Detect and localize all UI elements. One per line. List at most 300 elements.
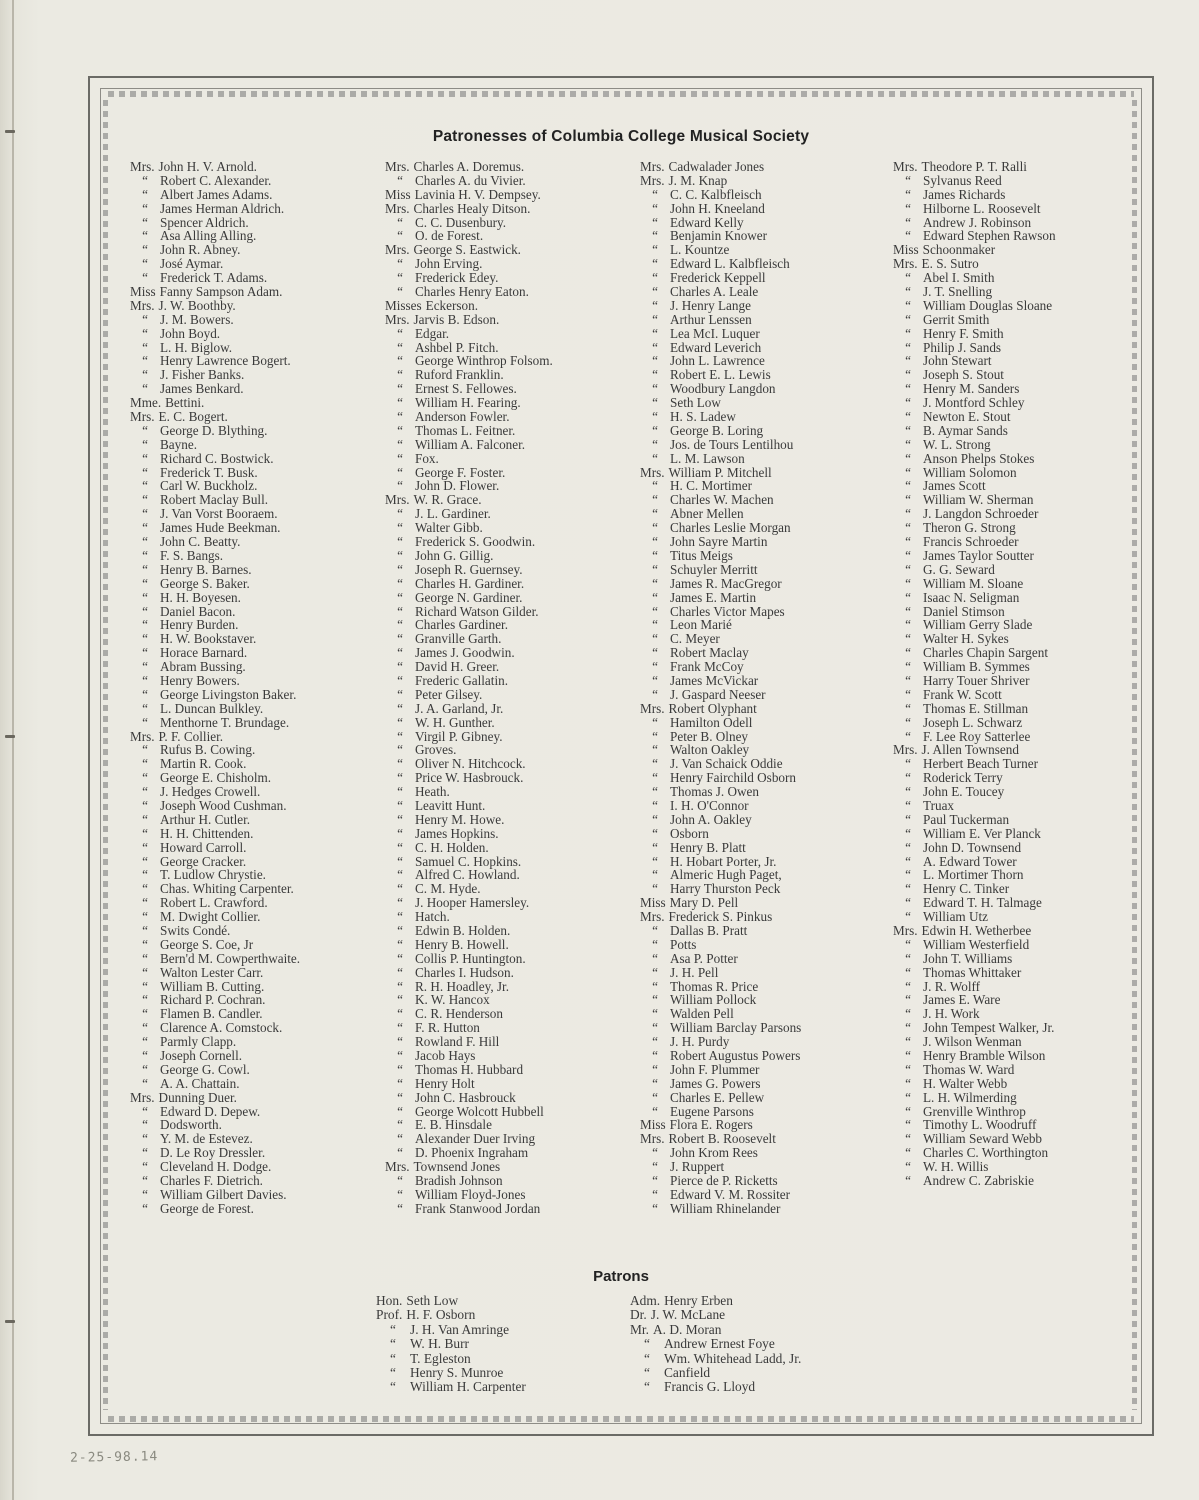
ditto-mark: “ — [397, 1020, 403, 1036]
person-name: J. Allen Townsend — [921, 742, 1019, 758]
person-name: Jacob Hays — [415, 1048, 476, 1063]
ditto-mark: “ — [397, 409, 403, 425]
ditto-mark: “ — [142, 353, 148, 369]
patroness-entry — [893, 1049, 1056, 1063]
ditto-mark: “ — [397, 506, 403, 522]
ditto-mark: “ — [905, 714, 911, 730]
person-name: J. Hedges Crowell. — [160, 784, 261, 800]
patroness-entry — [640, 271, 801, 285]
honorific-prefix: Mrs. — [130, 1089, 155, 1105]
ditto-mark: “ — [142, 936, 148, 952]
patroness-entry — [130, 174, 300, 188]
patroness-entry — [130, 327, 300, 341]
person-name: John D. Flower. — [415, 478, 500, 494]
person-name: Rufus B. Cowing. — [160, 742, 256, 758]
patroness-entry — [130, 479, 300, 493]
person-name: Lavinia H. V. Dempsey. — [414, 186, 541, 202]
ditto-mark: “ — [142, 700, 148, 716]
person-name: Edward Stephen Rawson — [923, 228, 1056, 244]
patroness-entry — [893, 1132, 1056, 1146]
ditto-mark: “ — [142, 464, 148, 480]
ditto-mark: “ — [142, 714, 148, 730]
ditto-mark: “ — [142, 561, 148, 577]
patroness-entry — [130, 605, 300, 619]
ditto-mark: “ — [397, 686, 403, 702]
person-name: J. R. Wolff — [923, 978, 981, 994]
patroness-entry — [640, 618, 801, 632]
honorific-prefix: Miss — [893, 242, 919, 258]
person-name: William Douglas Sloane — [923, 297, 1053, 313]
ditto-mark: “ — [905, 1103, 911, 1119]
ditto-mark: “ — [142, 1020, 148, 1036]
person-name: John E. Toucey — [923, 784, 1005, 800]
ditto-mark: “ — [397, 978, 403, 994]
ditto-mark: “ — [397, 228, 403, 244]
person-name: Fox. — [415, 450, 439, 466]
person-name: Heath. — [415, 784, 450, 800]
patroness-entry — [130, 743, 300, 757]
patroness-entry — [385, 674, 553, 688]
ditto-mark: “ — [397, 464, 403, 480]
ditto-mark: “ — [397, 1006, 403, 1022]
border-ornament-right — [1132, 100, 1137, 1410]
person-name: Edgar. — [415, 325, 450, 341]
person-name: Charles Henry Eaton. — [415, 284, 529, 300]
person-name: Hamilton Odell — [670, 714, 753, 730]
patroness-entry — [385, 952, 553, 966]
ditto-mark: “ — [397, 284, 403, 300]
person-name: Titus Meigs — [670, 547, 733, 563]
person-name: Henry Erben — [664, 1293, 733, 1308]
ditto-mark: “ — [644, 1364, 650, 1380]
patroness-entry — [893, 716, 1056, 730]
person-name: Howard Carroll. — [160, 839, 247, 855]
patroness-entry — [385, 507, 553, 521]
patroness-entry — [130, 591, 300, 605]
person-name: Henry M. Howe. — [415, 811, 505, 827]
person-name: David H. Greer. — [415, 659, 500, 675]
ditto-mark: “ — [905, 1020, 911, 1036]
patroness-entry — [130, 160, 300, 174]
person-name: John Erving. — [415, 256, 483, 272]
patroness-entry — [385, 730, 553, 744]
patroness-entry — [130, 813, 300, 827]
patroness-entry — [385, 1007, 553, 1021]
person-name: Rowland F. Hill — [415, 1034, 500, 1050]
ditto-mark: “ — [905, 506, 911, 522]
ditto-mark: “ — [905, 1117, 911, 1133]
ditto-mark: “ — [397, 784, 403, 800]
ditto-mark: “ — [905, 325, 911, 341]
person-name: Frank Stanwood Jordan — [415, 1200, 541, 1216]
person-name: J. A. Garland, Jr. — [415, 700, 504, 716]
ditto-mark: “ — [652, 978, 658, 994]
person-name: Henry Burden. — [160, 617, 239, 633]
person-name: Menthorne T. Brundage. — [160, 714, 290, 730]
person-name: Jos. de Tours Lentilhou — [670, 436, 794, 452]
person-name: Dodsworth. — [160, 1117, 222, 1133]
person-name: Henry Bramble Wilson — [923, 1048, 1046, 1063]
patroness-entry — [130, 466, 300, 480]
ditto-mark: “ — [397, 797, 403, 813]
patroness-entry — [893, 785, 1056, 799]
ditto-mark: “ — [390, 1350, 396, 1366]
patroness-entry — [893, 855, 1056, 869]
person-name: James McVickar — [670, 672, 759, 688]
patroness-entry — [385, 688, 553, 702]
ditto-mark: “ — [652, 1089, 658, 1105]
patroness-entry — [385, 1202, 553, 1216]
ditto-mark: “ — [142, 964, 148, 980]
person-name: H. H. Boyesen. — [160, 589, 241, 605]
person-name: George Wolcott Hubbell — [415, 1103, 544, 1119]
ditto-mark: “ — [397, 561, 403, 577]
patroness-entry — [130, 702, 300, 716]
ditto-mark: “ — [390, 1379, 396, 1395]
patroness-entry — [893, 1174, 1056, 1188]
person-name: D. Phoenix Ingraham — [415, 1145, 529, 1161]
person-name: William Barclay Parsons — [670, 1020, 802, 1036]
person-name: J. W. McLane — [650, 1307, 726, 1323]
person-name: John G. Gillig. — [415, 547, 494, 563]
person-name: L. Mortimer Thorn — [923, 867, 1024, 883]
ditto-mark: “ — [652, 811, 658, 827]
honorific-prefix: Mrs. — [640, 464, 665, 480]
person-name: Eugene Parsons — [670, 1103, 754, 1119]
person-name: Joseph L. Schwarz — [923, 714, 1023, 730]
person-name: Groves. — [415, 742, 457, 758]
ditto-mark: “ — [397, 1034, 403, 1050]
ditto-mark: “ — [142, 617, 148, 633]
person-name: Dunning Duer. — [158, 1089, 237, 1105]
ditto-mark: “ — [905, 672, 911, 688]
person-name: Charles I. Hudson. — [415, 964, 514, 980]
patroness-entry — [640, 549, 801, 563]
person-name: Frederick S. Pinkus — [668, 909, 773, 925]
person-name: Spencer Aldrich. — [160, 214, 249, 230]
person-name: Robert L. Crawford. — [160, 895, 268, 911]
person-name: Charles C. Worthington — [923, 1145, 1049, 1161]
patroness-entry — [130, 799, 300, 813]
patroness-entry — [130, 716, 300, 730]
patroness-entry — [385, 257, 553, 271]
ditto-mark: “ — [142, 1186, 148, 1202]
patroness-entry — [640, 868, 801, 882]
patroness-entry — [130, 980, 300, 994]
person-name: O. de Forest. — [415, 228, 484, 244]
person-name: C. M. Hyde. — [415, 881, 481, 897]
patroness-entry — [640, 1118, 801, 1132]
patroness-entry — [130, 368, 300, 382]
person-name: James Taylor Soutter — [923, 547, 1034, 563]
person-name: Anson Phelps Stokes — [923, 450, 1035, 466]
person-name: Charles A. Leale — [670, 284, 759, 300]
person-name: Henry S. Munroe — [410, 1364, 504, 1380]
person-name: Chas. Whiting Carpenter. — [160, 881, 294, 897]
person-name: William Pollock — [670, 992, 757, 1008]
ditto-mark: “ — [905, 1061, 911, 1077]
person-name: John Sayre Martin — [670, 534, 768, 550]
person-name: Joseph Cornell. — [160, 1048, 243, 1063]
patroness-entry — [893, 618, 1056, 632]
person-name: James R. MacGregor — [670, 575, 782, 591]
patroness-entry — [130, 1105, 300, 1119]
person-name: John Stewart — [923, 353, 992, 369]
person-name: Joseph R. Guernsey. — [415, 561, 523, 577]
patroness-entry — [893, 1077, 1056, 1091]
patroness-entry — [893, 827, 1056, 841]
ditto-mark: “ — [397, 728, 403, 744]
patroness-entry — [385, 1077, 553, 1091]
patroness-entry — [893, 479, 1056, 493]
person-name: Edwin H. Wetherbee — [921, 922, 1032, 938]
patroness-entry — [893, 271, 1056, 285]
person-name: John F. Plummer — [670, 1061, 760, 1077]
person-name: Walton Lester Carr. — [160, 964, 264, 980]
person-name: Anderson Fowler. — [415, 409, 510, 425]
person-name: Eckerson. — [425, 297, 479, 313]
patroness-entry — [640, 688, 801, 702]
ditto-mark: “ — [397, 1061, 403, 1077]
person-name: George N. Gardiner. — [415, 589, 523, 605]
ditto-mark: “ — [652, 797, 658, 813]
person-name: John H. Kneeland — [670, 200, 765, 216]
patroness-entry — [640, 702, 801, 716]
ditto-mark: “ — [905, 603, 911, 619]
ditto-mark: “ — [652, 617, 658, 633]
patroness-entry — [130, 382, 300, 396]
person-name: George E. Chisholm. — [160, 770, 272, 786]
ditto-mark: “ — [142, 742, 148, 758]
ditto-mark: “ — [905, 200, 911, 216]
ditto-mark: “ — [142, 770, 148, 786]
person-name: Edward Kelly — [670, 214, 744, 230]
ditto-mark: “ — [397, 1200, 403, 1216]
ditto-mark: “ — [905, 214, 911, 230]
patroness-entry — [893, 327, 1056, 341]
person-name: Charles A. Doremus. — [413, 159, 525, 174]
person-name: Daniel Stimson — [923, 603, 1005, 619]
person-name: Sylvanus Reed — [923, 172, 1002, 188]
patroness-entry — [385, 882, 553, 896]
patroness-entry — [640, 993, 801, 1007]
person-name: Thomas H. Hubbard — [415, 1061, 524, 1077]
person-name: H. Walter Webb — [923, 1075, 1008, 1091]
person-name: George S. Coe, Jr — [160, 936, 254, 952]
person-name: Thomas Whittaker — [923, 964, 1022, 980]
person-name: William Gilbert Davies. — [160, 1186, 287, 1202]
patroness-entry — [893, 521, 1056, 535]
patroness-entry — [893, 396, 1056, 410]
person-name: Frederick Keppell — [670, 270, 766, 286]
patroness-entry — [130, 938, 300, 952]
patroness-entry — [640, 980, 801, 994]
ditto-mark: “ — [652, 1186, 658, 1202]
person-name: Asa P. Potter — [670, 950, 738, 966]
ditto-mark: “ — [905, 395, 911, 411]
person-name: Frank McCoy — [670, 659, 744, 675]
ditto-mark: “ — [397, 436, 403, 452]
patroness-entry — [130, 966, 300, 980]
ditto-mark: “ — [905, 797, 911, 813]
person-name: Francis Schroeder — [923, 534, 1019, 550]
ditto-mark: “ — [652, 881, 658, 897]
ditto-mark: “ — [142, 450, 148, 466]
ditto-mark: “ — [652, 381, 658, 397]
patroness-entry — [385, 993, 553, 1007]
patroness-entry — [385, 1091, 553, 1105]
patroness-entry — [385, 757, 553, 771]
person-name: Robert B. Roosevelt — [668, 1131, 776, 1147]
person-name: Frederick T. Adams. — [160, 270, 268, 286]
patroness-entry — [640, 771, 801, 785]
person-name: Newton E. Stout — [923, 409, 1011, 425]
person-name: James Scott — [923, 478, 986, 494]
ditto-mark: “ — [142, 1159, 148, 1175]
person-name: C. C. Kalbfleisch — [670, 186, 762, 202]
patroness-entry — [893, 799, 1056, 813]
ditto-mark: “ — [905, 561, 911, 577]
patroness-entry — [385, 785, 553, 799]
patroness-entry — [640, 1091, 801, 1105]
ditto-mark: “ — [142, 909, 148, 925]
person-name: Henry Bowers. — [160, 672, 240, 688]
patroness-entry — [640, 396, 801, 410]
ditto-mark: “ — [397, 1173, 403, 1189]
patroness-entry — [893, 299, 1056, 313]
ditto-mark: “ — [397, 756, 403, 772]
honorific-prefix: Mrs. — [640, 159, 665, 174]
person-name: Albert James Adams. — [160, 186, 273, 202]
ditto-mark: “ — [905, 770, 911, 786]
patroness-entry — [893, 702, 1056, 716]
person-name: Walton Oakley — [670, 742, 750, 758]
ditto-mark: “ — [142, 589, 148, 605]
ditto-mark: “ — [397, 992, 403, 1008]
patroness-entry — [640, 313, 801, 327]
ditto-mark: “ — [652, 1006, 658, 1022]
person-name: Frederick S. Goodwin. — [415, 534, 536, 550]
patroness-entry — [385, 313, 553, 327]
person-name: Samuel C. Hopkins. — [415, 853, 522, 869]
ditto-mark: “ — [905, 1089, 911, 1105]
person-name: J. L. Gardiner. — [415, 506, 491, 522]
patroness-entry — [385, 549, 553, 563]
patroness-entry — [130, 952, 300, 966]
patroness-entry — [640, 438, 801, 452]
ditto-mark: “ — [652, 297, 658, 313]
patroness-entry — [130, 563, 300, 577]
person-name: George F. Foster. — [415, 464, 506, 480]
person-name: Osborn — [670, 825, 709, 841]
ditto-mark: “ — [652, 1103, 658, 1119]
person-name: Francis G. Lloyd — [664, 1379, 756, 1395]
ditto-mark: “ — [397, 1117, 403, 1133]
ditto-mark: “ — [397, 603, 403, 619]
person-name: Flamen B. Candler. — [160, 1006, 263, 1022]
person-name: William E. Ver Planck — [923, 825, 1041, 841]
ditto-mark: “ — [652, 770, 658, 786]
patroness-column-3 — [640, 160, 801, 1216]
person-name: Richard Watson Gilder. — [415, 603, 539, 619]
person-name: Parmly Clapp. — [160, 1034, 237, 1050]
ditto-mark: “ — [905, 464, 911, 480]
ditto-mark: “ — [905, 409, 911, 425]
person-name: Mary D. Pell — [669, 895, 739, 911]
patroness-entry — [130, 827, 300, 841]
ditto-mark: “ — [905, 645, 911, 661]
ditto-mark: “ — [142, 575, 148, 591]
ditto-mark: “ — [652, 645, 658, 661]
ditto-mark: “ — [142, 645, 148, 661]
patroness-entry — [893, 605, 1056, 619]
person-name: William Rhinelander — [670, 1200, 781, 1216]
honorific-prefix: Mrs. — [893, 159, 918, 174]
ditto-mark: “ — [652, 284, 658, 300]
ditto-mark: “ — [652, 686, 658, 702]
patroness-entry — [130, 202, 300, 216]
ditto-mark: “ — [905, 284, 911, 300]
person-name: A. A. Chattain. — [160, 1075, 240, 1091]
ditto-mark: “ — [652, 395, 658, 411]
patroness-entry — [640, 410, 801, 424]
ditto-mark: “ — [390, 1321, 396, 1337]
ditto-mark: “ — [652, 1048, 658, 1063]
patroness-entry — [385, 605, 553, 619]
person-name: J. H. Work — [923, 1006, 980, 1022]
person-name: Swits Condé. — [160, 922, 231, 938]
person-name: Gerrit Smith — [923, 311, 990, 327]
patroness-entry — [385, 577, 553, 591]
ditto-mark: “ — [397, 700, 403, 716]
person-name: Andrew C. Zabriskie — [923, 1173, 1034, 1189]
person-name: Ashbel P. Fitch. — [415, 339, 499, 355]
ditto-mark: “ — [397, 270, 403, 286]
honorific-prefix: Mrs. — [385, 1159, 410, 1175]
patroness-entry — [130, 757, 300, 771]
patroness-entry — [385, 1174, 553, 1188]
person-name: Schuyler Merritt — [670, 561, 758, 577]
ditto-mark: “ — [652, 200, 658, 216]
person-name: Richard C. Bostwick. — [160, 450, 274, 466]
person-name: Edward Leverich — [670, 339, 762, 355]
patroness-entry — [640, 591, 801, 605]
person-name: Frank W. Scott — [923, 686, 1002, 702]
ditto-mark: “ — [905, 575, 911, 591]
ditto-mark: “ — [142, 186, 148, 202]
person-name: Thomas J. Owen — [670, 784, 760, 800]
ditto-mark: “ — [397, 936, 403, 952]
person-name: Henry F. Smith — [923, 325, 1004, 341]
person-name: Alfred C. Howland. — [415, 867, 520, 883]
patroness-entry — [385, 410, 553, 424]
ditto-mark: “ — [652, 756, 658, 772]
person-name: John Krom Rees — [670, 1145, 758, 1161]
patroness-entry — [130, 1160, 300, 1174]
person-name: Abel I. Smith — [923, 270, 995, 286]
person-name: J. H. Purdy — [670, 1034, 730, 1050]
ditto-mark: “ — [142, 797, 148, 813]
patroness-entry — [385, 563, 553, 577]
person-name: William Westerfield — [923, 936, 1030, 952]
person-name: Seth Low — [406, 1293, 459, 1308]
ditto-mark: “ — [142, 534, 148, 550]
honorific-prefix: Mrs. — [385, 242, 410, 258]
person-name: Price W. Hasbrouck. — [415, 770, 524, 786]
patroness-entry — [385, 980, 553, 994]
patroness-entry — [640, 327, 801, 341]
person-name: R. H. Hoadley, Jr. — [415, 978, 510, 994]
